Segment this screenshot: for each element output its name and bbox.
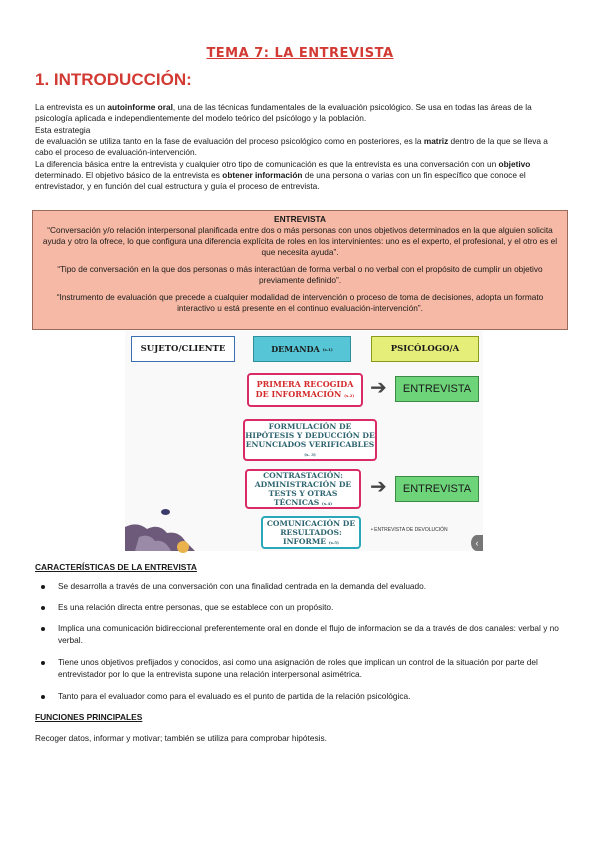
- definition-1: “Conversación y/o relación interpersonal planificada entre dos o más personas con unos objetivos determinados en la que alguien solicita ayuda y otro la ofrece, lo que configura una diferencia explícita de roles en los intervinientes: uno es el experto, el profesional, y el otro es el que necesita ayuda”.: [42, 225, 558, 257]
- list-item: Se desarrolla a través de una conversación con una finalidad centrada en la demanda del evaluado.: [58, 581, 563, 593]
- sujeto-cliente-box: SUJETO/CLIENTE: [131, 336, 235, 362]
- caracteristicas-heading: CARACTERÍSTICAS DE LA ENTREVISTA: [35, 562, 197, 572]
- primera-recogida-box: PRIMERA RECOGIDA DE INFORMACIÓN (s.2): [247, 373, 363, 407]
- chevron-left-icon[interactable]: ‹: [471, 535, 483, 551]
- arrow-right-icon: ➔: [370, 474, 387, 498]
- arrow-right-icon: ➔: [370, 375, 387, 399]
- evaluation-process-diagram: [125, 331, 483, 551]
- section-heading-introduccion: 1. INTRODUCCIÓN:: [35, 70, 192, 89]
- entrevista-box-2: ENTREVISTA: [395, 476, 479, 502]
- formulacion-hipotesis-box: FORMULACIÓN DE HIPÓTESIS Y DEDUCCIÓN DE ENUNCIADOS VERIFICABLES (s. 3): [243, 419, 377, 461]
- definition-box: [32, 210, 568, 330]
- decorative-dot: [177, 541, 189, 553]
- decorative-dot: [161, 509, 170, 515]
- entrevista-devolucion-label: • ENTREVISTA DE DEVOLUCIÓN: [371, 527, 448, 533]
- document-title: TEMA 7: LA ENTREVISTA: [206, 46, 394, 61]
- intro-paragraph-1: La entrevista es un autoinforme oral, una de las técnicas fundamentales de la evaluación psicológico. Se usa en todas las áreas de la psicología aplicada e independientemente del modelo teórico del psicólogo y la población.: [35, 102, 532, 124]
- list-item: Tiene unos objetivos prefijados y conocidos, asi como una asignación de roles que implican un control de la situación por parte del entrevistador por lo que la entrevista supone una relación interpersonal asimétrica.: [58, 657, 563, 680]
- definition-box-heading: ENTREVISTA: [274, 214, 326, 224]
- list-item: Implica una comunicación bidireccional preferentemente oral en donde el flujo de informacion se da a través de dos canales: verbal y no verbal.: [58, 623, 563, 646]
- definition-2: “Tipo de conversación en la que dos personas o más interactúan de forma verbal o no verbal con el propósito de cumplir un objetivo previamente definido”.: [57, 264, 543, 285]
- entrevista-box-1: ENTREVISTA: [395, 376, 479, 402]
- funciones-heading: FUNCIONES PRINCIPALES: [35, 712, 143, 722]
- demanda-box: DEMANDA (s.1): [253, 336, 351, 362]
- funciones-text: Recoger datos, informar y motivar; también se utiliza para comprobar hipótesis.: [35, 733, 327, 743]
- intro-paragraph-3: de evaluación se utiliza tanto en la fase de evaluación del proceso psicológico como en posteriores, es la matriz dentro de la que se lleva a cabo el proceso de evaluación-intervención.: [35, 136, 548, 158]
- intro-paragraph-2: Esta estrategia: [35, 125, 91, 135]
- definition-3: “Instrumento de evaluación que precede a cualquier modalidad de intervención o proceso de toma de decisiones, adopta un formato interactivo u está presente en el continuo evaluación-intervención”.: [56, 292, 544, 313]
- psicologo-box: PSICÓLOGO/A: [371, 336, 479, 362]
- comunicacion-resultados-box: COMUNICACIÓN DE RESULTADOS: INFORME (s.5): [261, 516, 361, 549]
- intro-paragraph-4: La diferencia básica entre la entrevista y cualquier otro tipo de comunicación es que la entrevista es una conversación con un objetivo determinado. El objetivo básico de la entrevista es obtener información de una persona o varias con un fin específico que conoce el entrevistador, y en función del cual estructura y guía el proceso de entrevista.: [35, 159, 531, 192]
- list-item: Tanto para el evaluador como para el evaluado es el punto de partida de la relación psicológica.: [58, 691, 563, 703]
- list-item: Es una relación directa entre personas, que se establece con un propósito.: [58, 602, 563, 614]
- contrastacion-box: CONTRASTACIÓN: ADMINISTRACIÓN DE TESTS Y OTRAS TÉCNICAS (s.4): [245, 469, 361, 509]
